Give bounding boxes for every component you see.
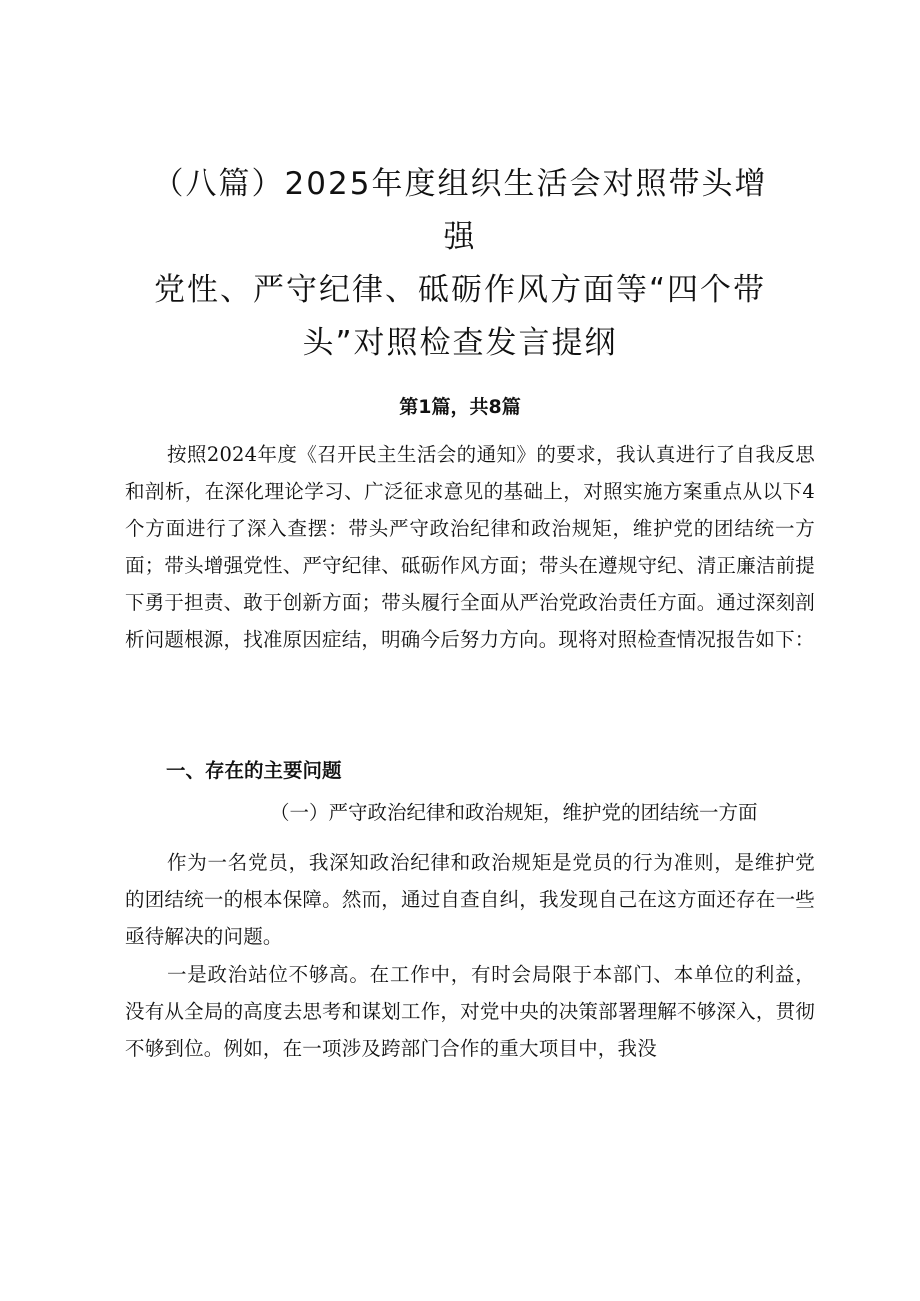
title-line-3: 头”对照检查发言提纲 bbox=[302, 325, 618, 361]
intro-paragraph: 按照2024年度《召开民主生活会的通知》的要求，我认真进行了自我反思和剖析，在深化理论学习、广泛征求意见的基础上，对照实施方案重点从以下4个方面进行了深入查摆：带头严守政治纪律和政治规矩，维护党的团结统一方面；带头增强党性、严守纪律、砥砺作风方面；带头在遵规守纪、清正廉洁前提下勇于担责、敢于创新方面；带头履行全面从严治党政治责任方面。通过深刻剖析问题根源，找准原因症结，明确今后努力方向。现将对照检查情况报告如下： bbox=[125, 443, 815, 651]
body-paragraph: 作为一名党员，我深知政治纪律和政治规矩是党员的行为准则，是维护党的团结统一的根本保障。然而，通过自查自纠，我发现自己在这方面还存在一些亟待解决的问题。 bbox=[125, 851, 815, 948]
section-heading: 一、存在的主要问题 bbox=[166, 759, 342, 782]
subsection-heading: （一）严守政治纪律和政治规矩，维护党的团结统一方面 bbox=[270, 801, 758, 824]
body-paragraph: 一是政治站位不够高。在工作中，有时会局限于本部门、本单位的利益，没有从全局的高度去思考和谋划工作，对党中央的决策部署理解不够深入，贯彻不够到位。例如，在一项涉及跨部门合作的重大项目中，我没 bbox=[125, 963, 815, 1060]
document-title bbox=[140, 158, 780, 370]
part-indicator: 第1篇，共8篇 bbox=[399, 396, 521, 418]
title-line-2: 党性、严守纪律、砥砺作风方面等“四个带 bbox=[153, 272, 767, 308]
title-line-1: （八篇）2025年度组织生活会对照带头增强 bbox=[152, 166, 768, 255]
